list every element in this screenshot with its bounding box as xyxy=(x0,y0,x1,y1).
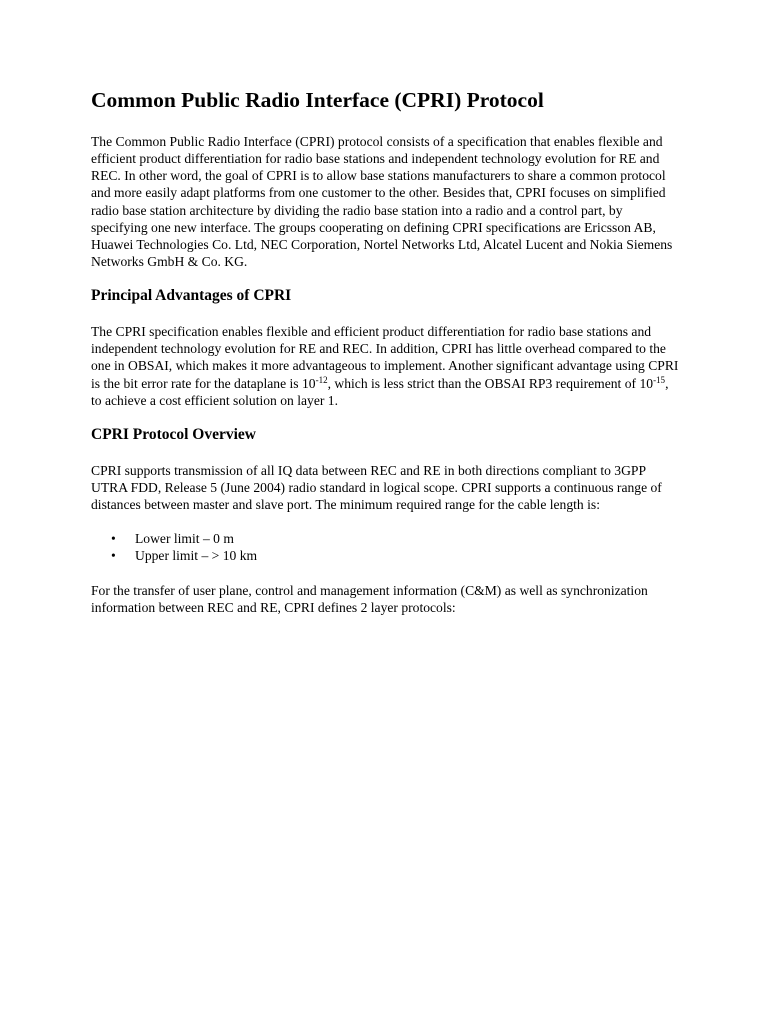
overview-paragraph: CPRI supports transmission of all IQ data between REC and RE in both directions compliant to 3GPP UTRA FDD, Release 5 (June 2004) radio standard in logical scope. CPRI supports a continuous range of distances between master and slave port. The minimum required range for the cable length is: xyxy=(91,462,662,513)
list-item-text: Upper limit – > 10 km xyxy=(135,548,258,564)
page-title: Common Public Radio Interface (CPRI) Protocol xyxy=(91,88,544,112)
overview-heading: CPRI Protocol Overview xyxy=(91,426,256,444)
closing-paragraph: For the transfer of user plane, control and management information (C&M) as well as synchronization information between REC and RE, CPRI defines 2 layer protocols: xyxy=(91,582,648,615)
bullet-icon: • xyxy=(111,548,116,564)
list-item xyxy=(91,547,681,564)
advantages-text-a: The CPRI specification enables flexible and efficient product differentiation for radio base stations and independent technology evolution for RE and REC. In addition, CPRI has little overhead compared to the one in OBSAI, which makes it more advantageous to implement. Another significant advantage using CPRI is the bit error rate for the dataplane is 10 xyxy=(91,324,679,391)
intro-paragraph: The Common Public Radio Interface (CPRI) protocol consists of a specification that enables flexible and efficient product differentiation for radio base stations and independent technology evolution for RE and REC. In other word, the goal of CPRI is to allow base stations manufacturers to share a common protocol and more easily adapt platforms from one customer to the other. Besides that, CPRI focuses on simplified radio base station architecture by dividing the radio base station into a radio and a control part, by specifying one new interface. The groups cooperating on defining CPRI specifications are Ericsson AB, Huawei Technologies Co. Ltd, NEC Corporation, Nortel Networks Ltd, Alcatel Lucent and Nokia Siemens Networks GmbH & Co. KG. xyxy=(91,133,673,270)
list-item-text: Lower limit – 0 m xyxy=(135,531,234,547)
list-item xyxy=(91,530,681,547)
advantages-text-c: , to achieve a cost efficient solution on layer 1. xyxy=(91,375,669,408)
advantages-paragraph xyxy=(91,323,681,409)
advantages-exponent-b: -15 xyxy=(653,374,666,385)
advantages-heading: Principal Advantages of CPRI xyxy=(91,287,292,305)
cable-length-list xyxy=(91,530,681,564)
document-page xyxy=(91,88,681,633)
advantages-text-b: , which is less strict than the OBSAI RP3 requirement of 10 xyxy=(327,375,654,391)
advantages-exponent-a: -12 xyxy=(315,374,328,385)
bullet-icon: • xyxy=(111,531,116,547)
